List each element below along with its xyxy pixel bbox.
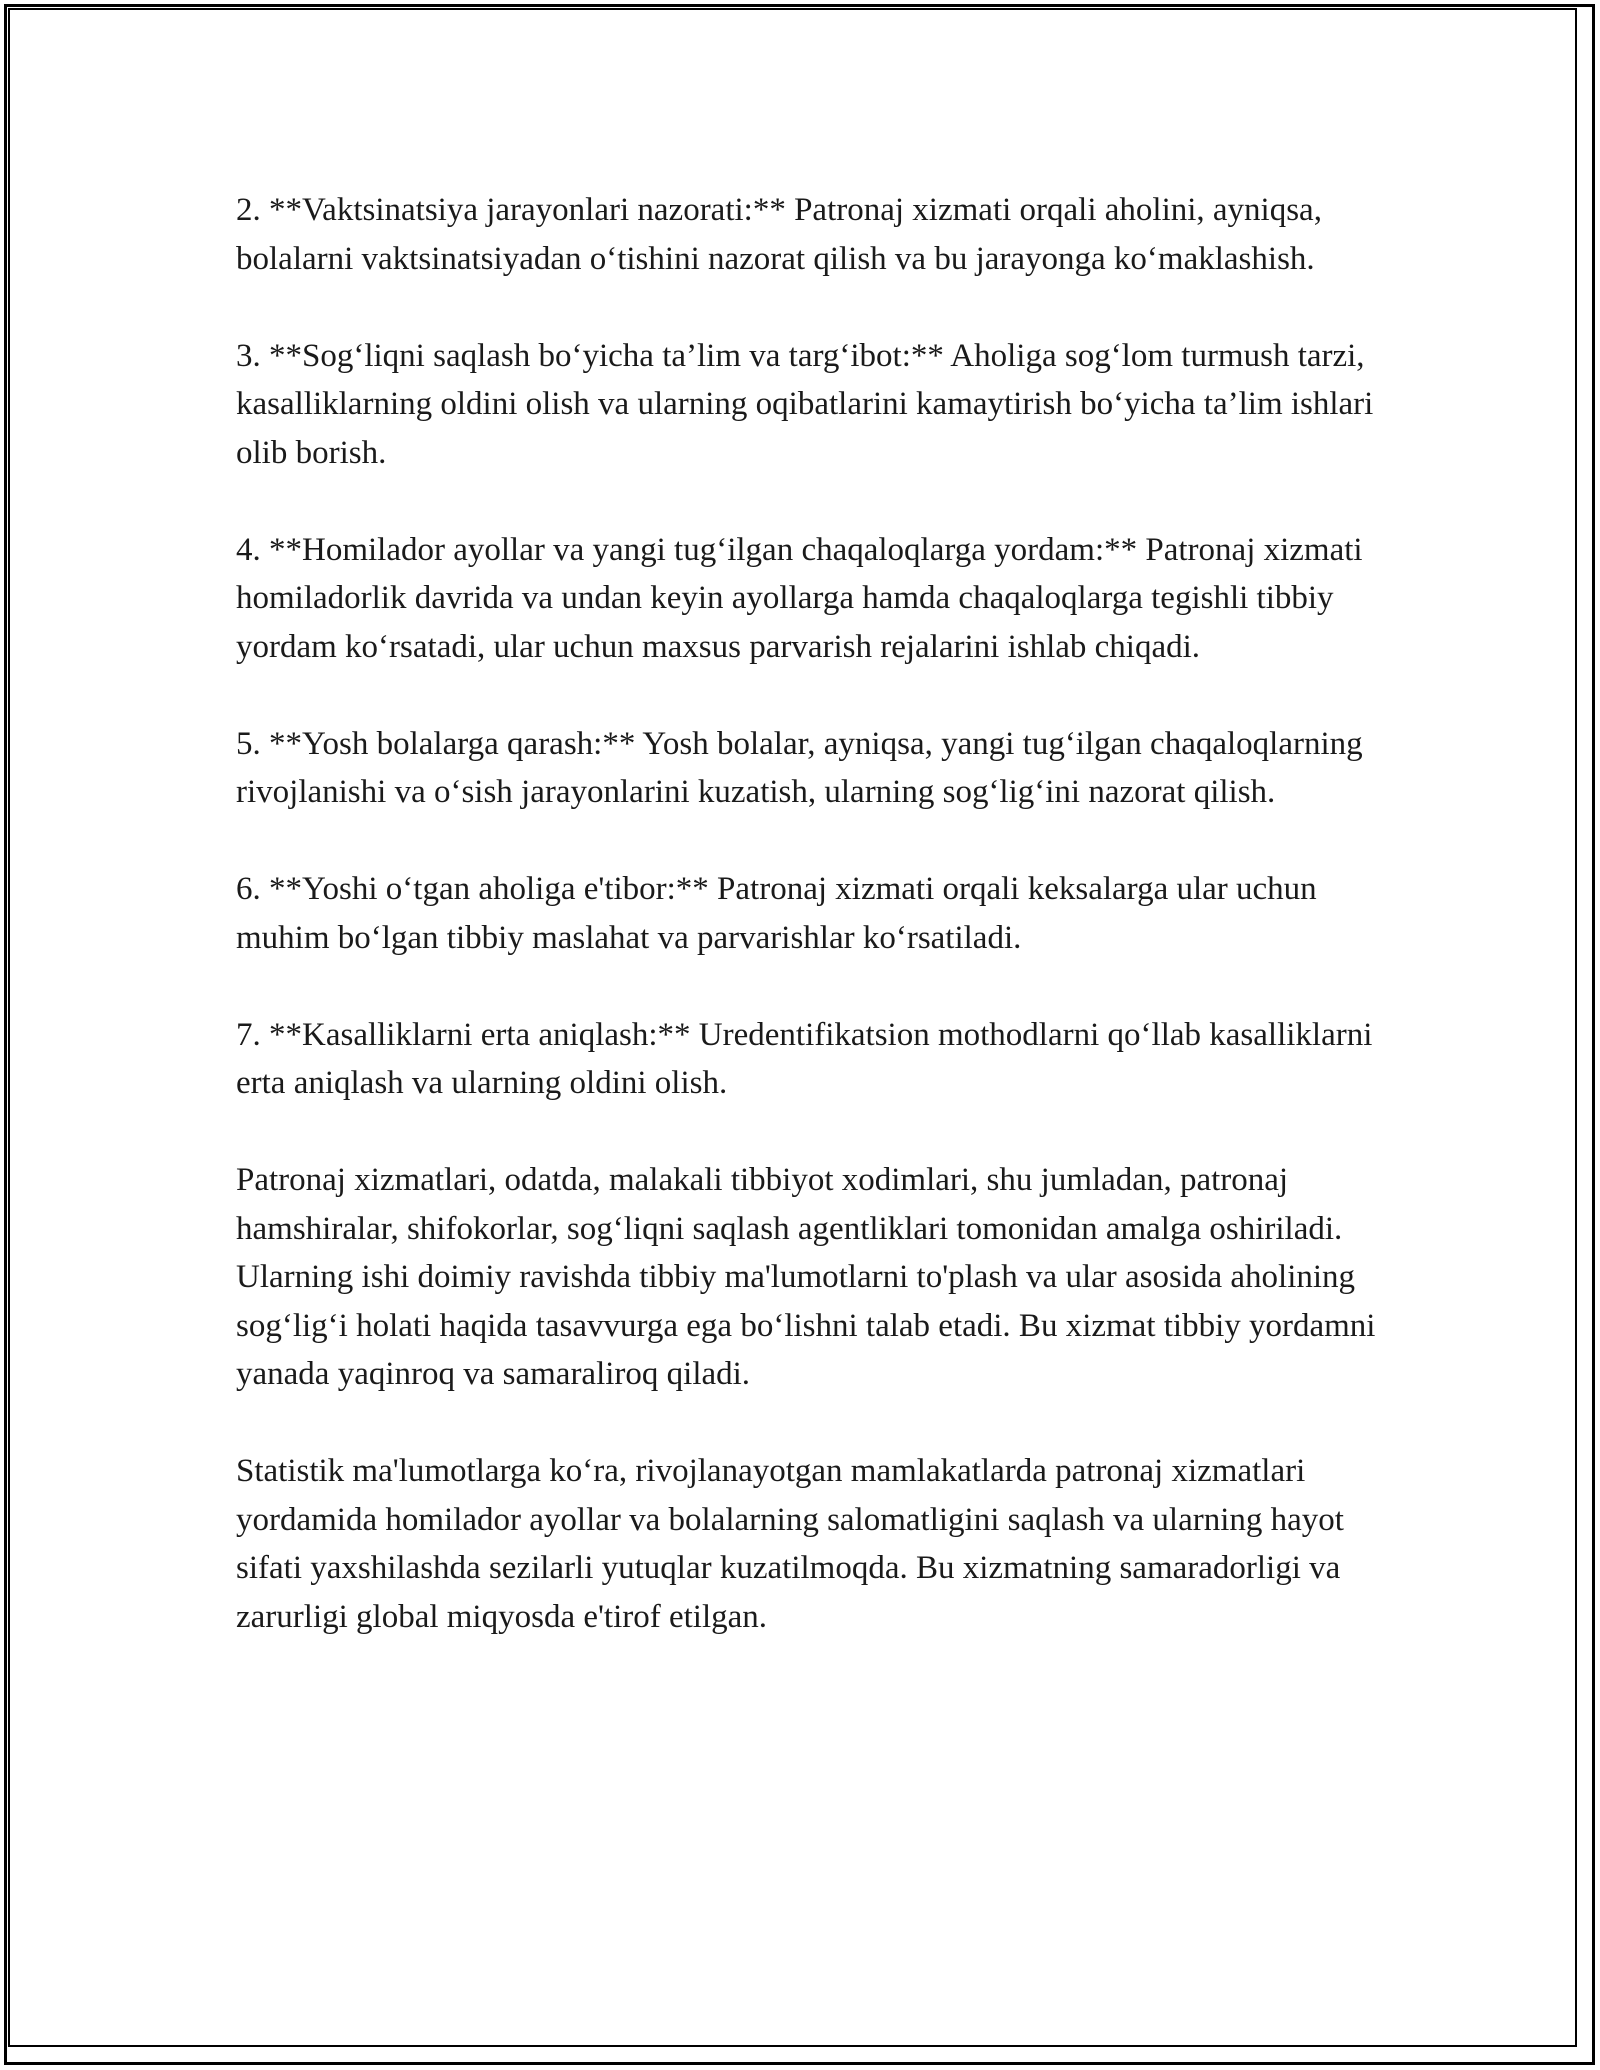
paragraph-vaccination-control: 2. **Vaktsinatsiya jarayonlari nazorati:** Patronaj xizmati orqali aholini, ayniqsa, bolalarni vaktsinatsiyadan o‘tishini nazorat qilish va bu jarayonga ko‘maklashish. bbox=[236, 192, 1322, 277]
paragraph-statistics: Statistik ma'lumotlarga ko‘ra, rivojlanayotgan mamlakatlarda patronaj xizmatlari yordamida homilador ayollar va bolalarning salomatligini saqlash va ularning hayot sifati yaxshilashda sezilarli yutuqlar kuzatilmoqda. Bu xizmatning samaradorligi va zarurligi global miqyosda e'tirof etilgan. bbox=[236, 1453, 1344, 1635]
paragraph-elderly-attention: 6. **Yoshi o‘tgan aholiga e'tibor:** Patronaj xizmati orqali keksalarga ular uchun muhim bo‘lgan tibbiy maslahat va parvarishlar ko‘rsatiladi. bbox=[236, 871, 1317, 956]
paragraph-pregnant-women-newborns: 4. **Homilador ayollar va yangi tug‘ilgan chaqaloqlarga yordam:** Patronaj xizmati homiladorlik davrida va undan keyin ayollarga hamda chaqaloqlarga tegishli tibbiy yordam ko‘rsatadi, ular uchun maxsus parvarish rejalarini ishlab chiqadi. bbox=[236, 531, 1363, 665]
paragraph-health-education: 3. **Sog‘liqni saqlash bo‘yicha ta’lim va targ‘ibot:** Aholiga sog‘lom turmush tarzi, kasalliklarning oldini olish va ularning oqibatlarini kamaytirish bo‘yicha ta’lim ishlari olib borish. bbox=[236, 337, 1374, 471]
document-body bbox=[236, 186, 1406, 1690]
paragraph-patronage-staff: Patronaj xizmatlari, odatda, malakali tibbiyot xodimlari, shu jumladan, patronaj hamshiralar, shifokorlar, sog‘liqni saqlash agentliklari tomonidan amalga oshiriladi. Ularning ishi doimiy ravishda tibbiy ma'lumotlarni to'plash va ular asosida aholining sog‘lig‘i holati haqida tasavvurga ega bo‘lishni talab etadi. Bu xizmat tibbiy yordamni yanada yaqinroq va samaraliroq qiladi. bbox=[236, 1162, 1376, 1392]
paragraph-young-children-care: 5. **Yosh bolalarga qarash:** Yosh bolalar, ayniqsa, yangi tug‘ilgan chaqaloqlarning rivojlanishi va o‘sish jarayonlarini kuzatish, ularning sog‘lig‘ini nazorat qilish. bbox=[236, 725, 1363, 810]
paragraph-early-detection: 7. **Kasalliklarni erta aniqlash:** Uredentifikatsion mothodlarni qo‘llab kasalliklarni erta aniqlash va ularning oldini olish. bbox=[236, 1016, 1373, 1101]
